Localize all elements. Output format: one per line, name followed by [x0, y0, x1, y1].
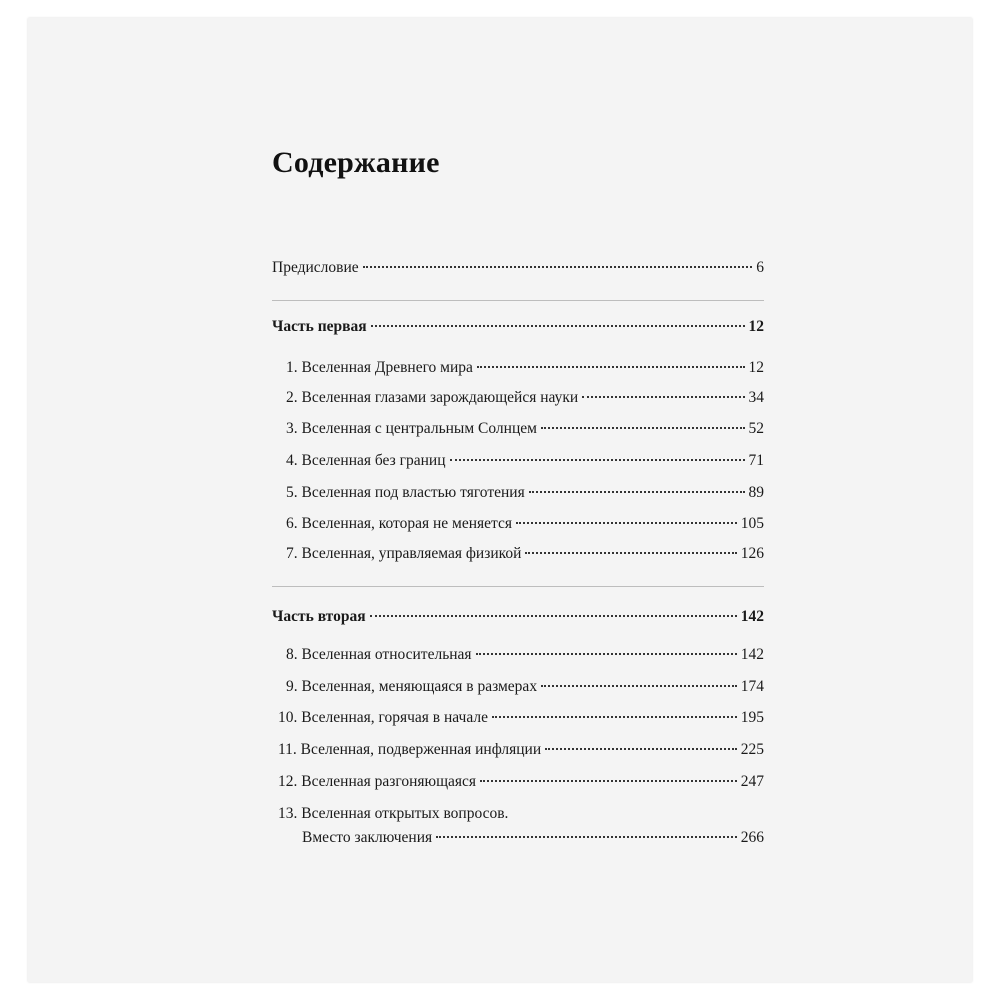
leader-dots [477, 366, 745, 368]
leader-dots [525, 552, 736, 554]
leader-dots [450, 459, 745, 461]
toc-entry-chapter-13-line1: 13. Вселенная открытых вопросов. [278, 805, 509, 822]
leader-dots [371, 325, 745, 327]
section-divider [272, 300, 764, 301]
toc-entry-chapter-12: 12. Вселенная разгоняющаяся 247 [278, 773, 764, 790]
toc-entry-chapter-7: 7. Вселенная, управляемая физикой 126 [286, 545, 764, 562]
leader-dots [516, 522, 737, 524]
leader-dots [476, 653, 737, 655]
leader-dots [541, 427, 745, 429]
toc-entry-chapter-11: 11. Вселенная, подверженная инфляции 225 [278, 741, 764, 758]
toc-entry-preface: Предисловие 6 [272, 259, 764, 276]
leader-dots [436, 836, 737, 838]
toc-entry-chapter-13: Вместо заключения 266 [302, 829, 764, 846]
toc-entry-chapter-8: 8. Вселенная относительная 142 [286, 646, 764, 663]
leader-dots [363, 266, 753, 268]
toc-entry-part-two: Часть вторая 142 [272, 608, 764, 625]
toc-entry-chapter-6: 6. Вселенная, которая не меняется 105 [286, 515, 764, 532]
leader-dots [541, 685, 737, 687]
leader-dots [582, 396, 744, 398]
toc-entry-chapter-3: 3. Вселенная с центральным Солнцем 52 [286, 420, 764, 437]
toc-entry-chapter-9: 9. Вселенная, меняющаяся в размерах 174 [286, 678, 764, 695]
leader-dots [370, 615, 737, 617]
toc-entry-chapter-4: 4. Вселенная без границ 71 [286, 452, 764, 469]
leader-dots [545, 748, 737, 750]
page-title: Содержание [272, 146, 440, 179]
leader-dots [529, 491, 745, 493]
toc-entry-part-one: Часть первая 12 [272, 318, 764, 335]
section-divider [272, 586, 764, 587]
leader-dots [480, 780, 737, 782]
leader-dots [492, 716, 737, 718]
toc-entry-chapter-10: 10. Вселенная, горячая в начале 195 [278, 709, 764, 726]
toc-entry-chapter-1: 1. Вселенная Древнего мира 12 [286, 359, 764, 376]
toc-entry-chapter-2: 2. Вселенная глазами зарождающейся науки 34 [286, 389, 764, 406]
toc-entry-chapter-5: 5. Вселенная под властью тяготения 89 [286, 484, 764, 501]
